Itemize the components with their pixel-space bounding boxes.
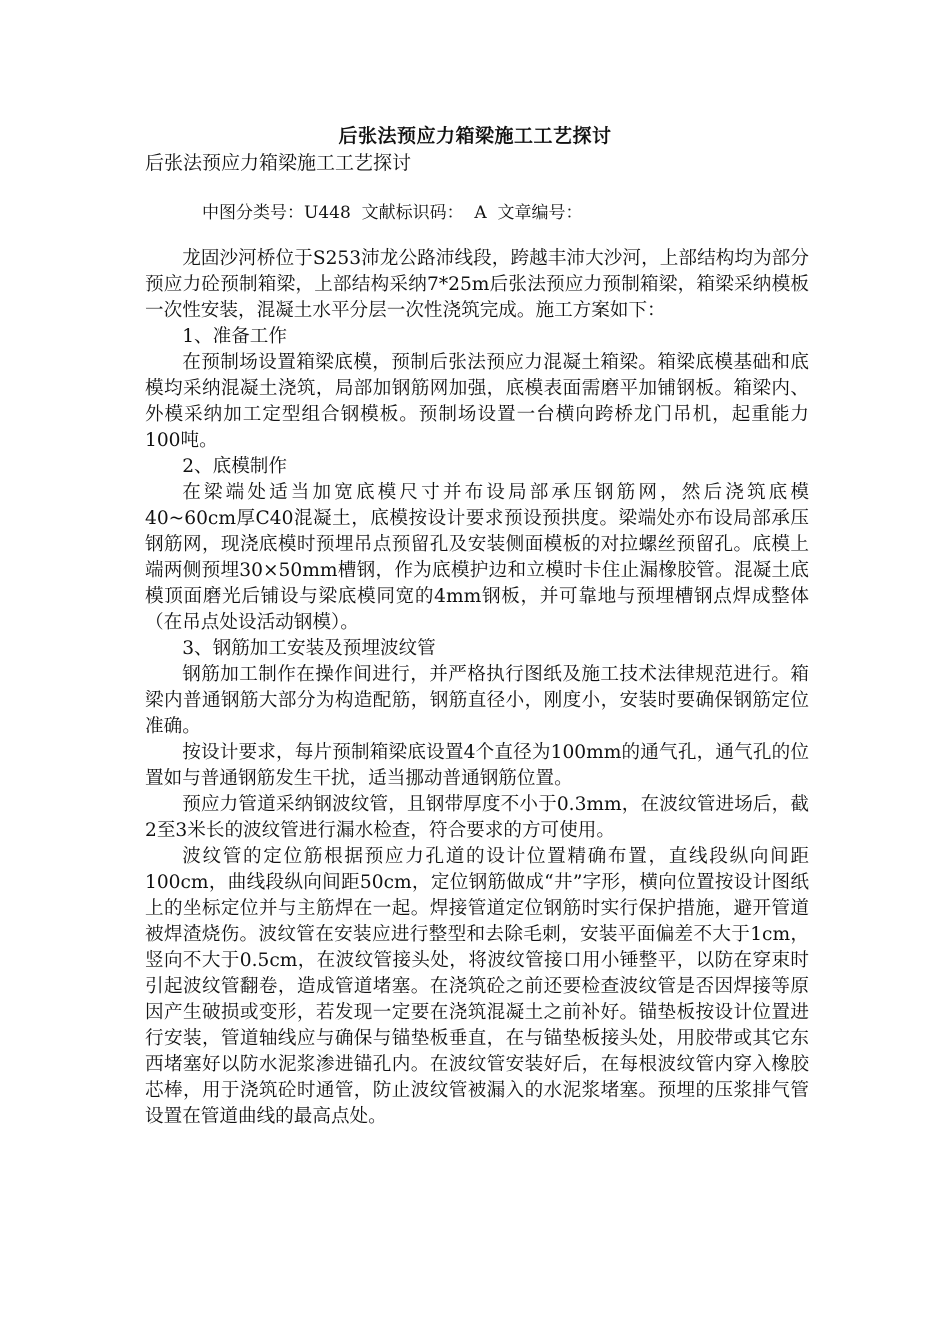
section-heading-bottom-formwork: 2、底模制作 [182,456,287,477]
classification-line: 中图分类号：U448 文献标识码： A 文章编号： [202,203,583,223]
paragraph-corrugated-duct: 预应力管道采纳钢波纹管，且钢带厚度不小于0.3mm，在波纹管进场后，截2至3米长的波纹管进行漏水检查，符合要求的方可使用。 [145,794,809,841]
document-title: 后张法预应力箱梁施工工艺探讨 [338,125,612,147]
paragraph-rebar-processing: 钢筋加工制作在操作间进行，并严格执行图纸及施工技术法律规范进行。箱梁内普通钢筋大部分为构造配筋，钢筋直径小，刚度小，安装时要确保钢筋定位准确。 [145,664,809,737]
paragraph-vent-holes: 按设计要求，每片预制箱梁底设置4个直径为100mm的通气孔，通气孔的位置如与普通钢筋发生干扰，适当挪动普通钢筋位置。 [145,742,809,789]
document-subtitle: 后张法预应力箱梁施工工艺探讨 [145,152,412,174]
paragraph-duct-positioning: 波纹管的定位筋根据预应力孔道的设计位置精确布置，直线段纵向间距100cm，曲线段纵向间距50cm，定位钢筋做成“井”字形，横向位置按设计图纸上的坐标定位并与主筋焊在一起。焊接管道定位钢筋时实行保护措施，避开管道被焊渣烧伤。波纹管在安装应进行整型和去除毛刺，安装平面偏差不大于1cm，竖向不大于0.5cm，在波纹管接头处，将波纹管接口用小锤整平，以防在穿束时引起波纹管翻卷，造成管道堵塞。在浇筑砼之前还要检查波纹管是否因焊接等原因产生破损或变形，若发现一定要在浇筑混凝土之前补好。锚垫板按设计位置进行安装，管道轴线应与确保与锚垫板垂直，在与锚垫板接头处，用胶带或其它东西堵塞好以防水泥浆渗进锚孔内。在波纹管安装好后，在每根波纹管内穿入橡胶芯棒，用于浇筑砼时通管，防止波纹管被漏入的水泥浆堵塞。预埋的压浆排气管设置在管道曲线的最高点处。 [145,846,809,1127]
paragraph-preparation: 在预制场设置箱梁底模，预制后张法预应力混凝土箱梁。箱梁底模基础和底模均采纳混凝土浇筑，局部加钢筋网加强，底模表面需磨平加铺钢板。箱梁内、外模采纳加工定型组合钢模板。预制场设置一台横向跨桥龙门吊机，起重能力100吨。 [145,352,809,451]
paragraph-intro: 龙固沙河桥位于S253沛龙公路沛线段，跨越丰沛大沙河，上部结构均为部分预应力砼预制箱梁，上部结构采纳7*25m后张法预应力预制箱梁，箱梁采纳模板一次性安装，混凝土水平分层一次性浇筑完成。施工方案如下： [145,248,809,321]
section-heading-rebar-duct: 3、钢筋加工安装及预埋波纹管 [182,638,436,659]
section-heading-preparation: 1、准备工作 [182,326,287,347]
paragraph-bottom-formwork: 在梁端处适当加宽底模尺寸并布设局部承压钢筋网，然后浇筑底模40~60cm厚C40混凝土，底模按设计要求预设预拱度。梁端处亦布设局部承压钢筋网，现浇底模时预埋吊点预留孔及安装侧面模板的对拉螺丝预留孔。底模上端两侧预埋30×50mm槽钢，作为底模护边和立模时卡住止漏橡胶管。混凝土底模顶面磨光后铺设与梁底模同宽的4mm钢板，并可靠地与预埋槽钢点焊成整体（在吊点处设活动钢模）。 [145,482,809,633]
document-body [145,246,809,1130]
